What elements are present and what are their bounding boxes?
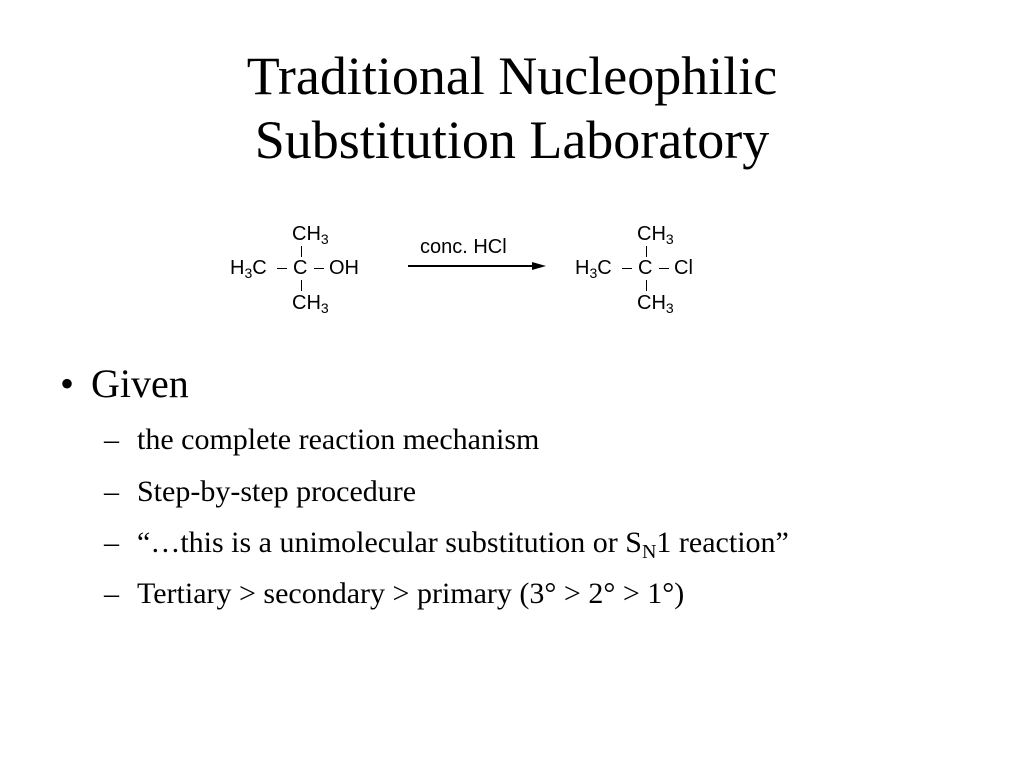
title-line-2: Substitution Laboratory <box>254 110 770 170</box>
product-bottom-methyl: $CH_3$ <box>637 292 674 316</box>
dash-icon: – <box>104 475 119 508</box>
product-top-methyl: $CH_3$ <box>637 223 674 247</box>
reactant-top-methyl: $CH_3$ <box>292 223 329 247</box>
reactant-bottom-methyl: $CH_3$ <box>292 292 329 316</box>
reactant-hydroxyl: OH <box>329 257 359 279</box>
product-chlorine: Cl <box>674 257 693 279</box>
product-central-carbon: C <box>638 257 653 279</box>
sub-bullet-mechanism-text: the complete reaction mechanism <box>137 423 540 456</box>
sub-bullet-procedure-text: Step-by-step procedure <box>137 475 417 508</box>
dash-icon: – <box>104 423 119 456</box>
product-left-methyl: $H_3C$ <box>575 257 612 281</box>
reactant-central-carbon: C <box>293 257 308 279</box>
sub-bullet-sn1-quote-text: “…this is a unimolecular substitution or $S_N1$ reaction” <box>137 526 789 563</box>
reactant-left-methyl: $H_3C$ <box>230 257 267 281</box>
title-line-1: Traditional Nucleophilic <box>246 46 778 106</box>
bullet-dot-icon: • <box>60 361 75 406</box>
reagent-label: conc. HCl <box>420 236 507 258</box>
sub-bullet-reactivity-order-text: Tertiary > secondary > primary (3° > 2° > 1°) <box>137 577 685 610</box>
dash-icon: – <box>104 526 119 559</box>
dash-icon: – <box>104 577 119 610</box>
bullet-given-text: Given <box>91 361 189 406</box>
